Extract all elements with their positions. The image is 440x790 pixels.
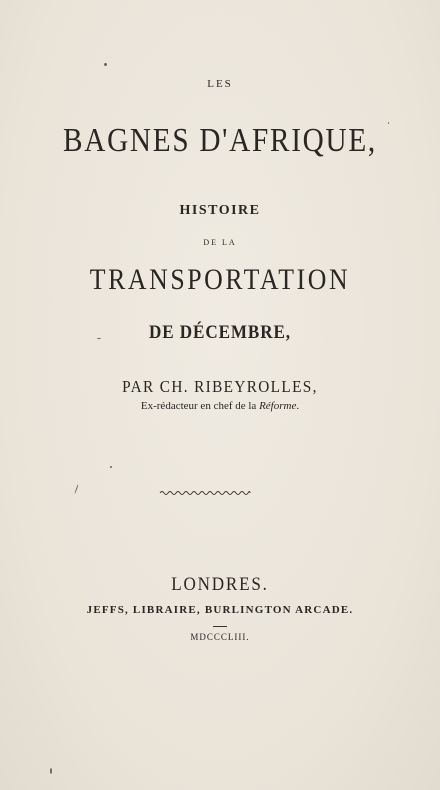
subtitle-histoire: HISTOIRE: [179, 203, 261, 218]
imprint-year: MDCCCLIII.: [190, 632, 250, 642]
main-title: BAGNES D'AFRIQUE,: [63, 122, 377, 159]
foxing-speck: [74, 484, 78, 494]
subtitle-decembre: DE DÉCEMBRE,: [149, 322, 291, 343]
foxing-speck: [50, 768, 52, 774]
author-line: PAR CH. RIBEYROLLES,: [122, 377, 318, 396]
author-role: [0, 400, 440, 412]
title-les: LES: [207, 78, 233, 90]
subtitle-de-la: DE LA: [203, 238, 237, 247]
foxing-speck: [110, 466, 112, 468]
author-role-suffix: .: [296, 400, 300, 412]
foxing-speck: [97, 338, 101, 339]
imprint-publisher: JEFFS, LIBRAIRE, BURLINGTON ARCADE.: [86, 604, 354, 616]
foxing-speck: [104, 63, 107, 66]
author-role-prefix: Ex-rédacteur en chef de la: [140, 400, 260, 412]
author-role-journal: Réforme: [259, 400, 297, 412]
ornament-rule: [158, 488, 252, 498]
imprint-city: LONDRES.: [171, 574, 269, 595]
foxing-speck: [388, 122, 389, 124]
subtitle-transportation: TRANSPORTATION: [89, 263, 351, 296]
imprint-dash: [213, 626, 227, 627]
